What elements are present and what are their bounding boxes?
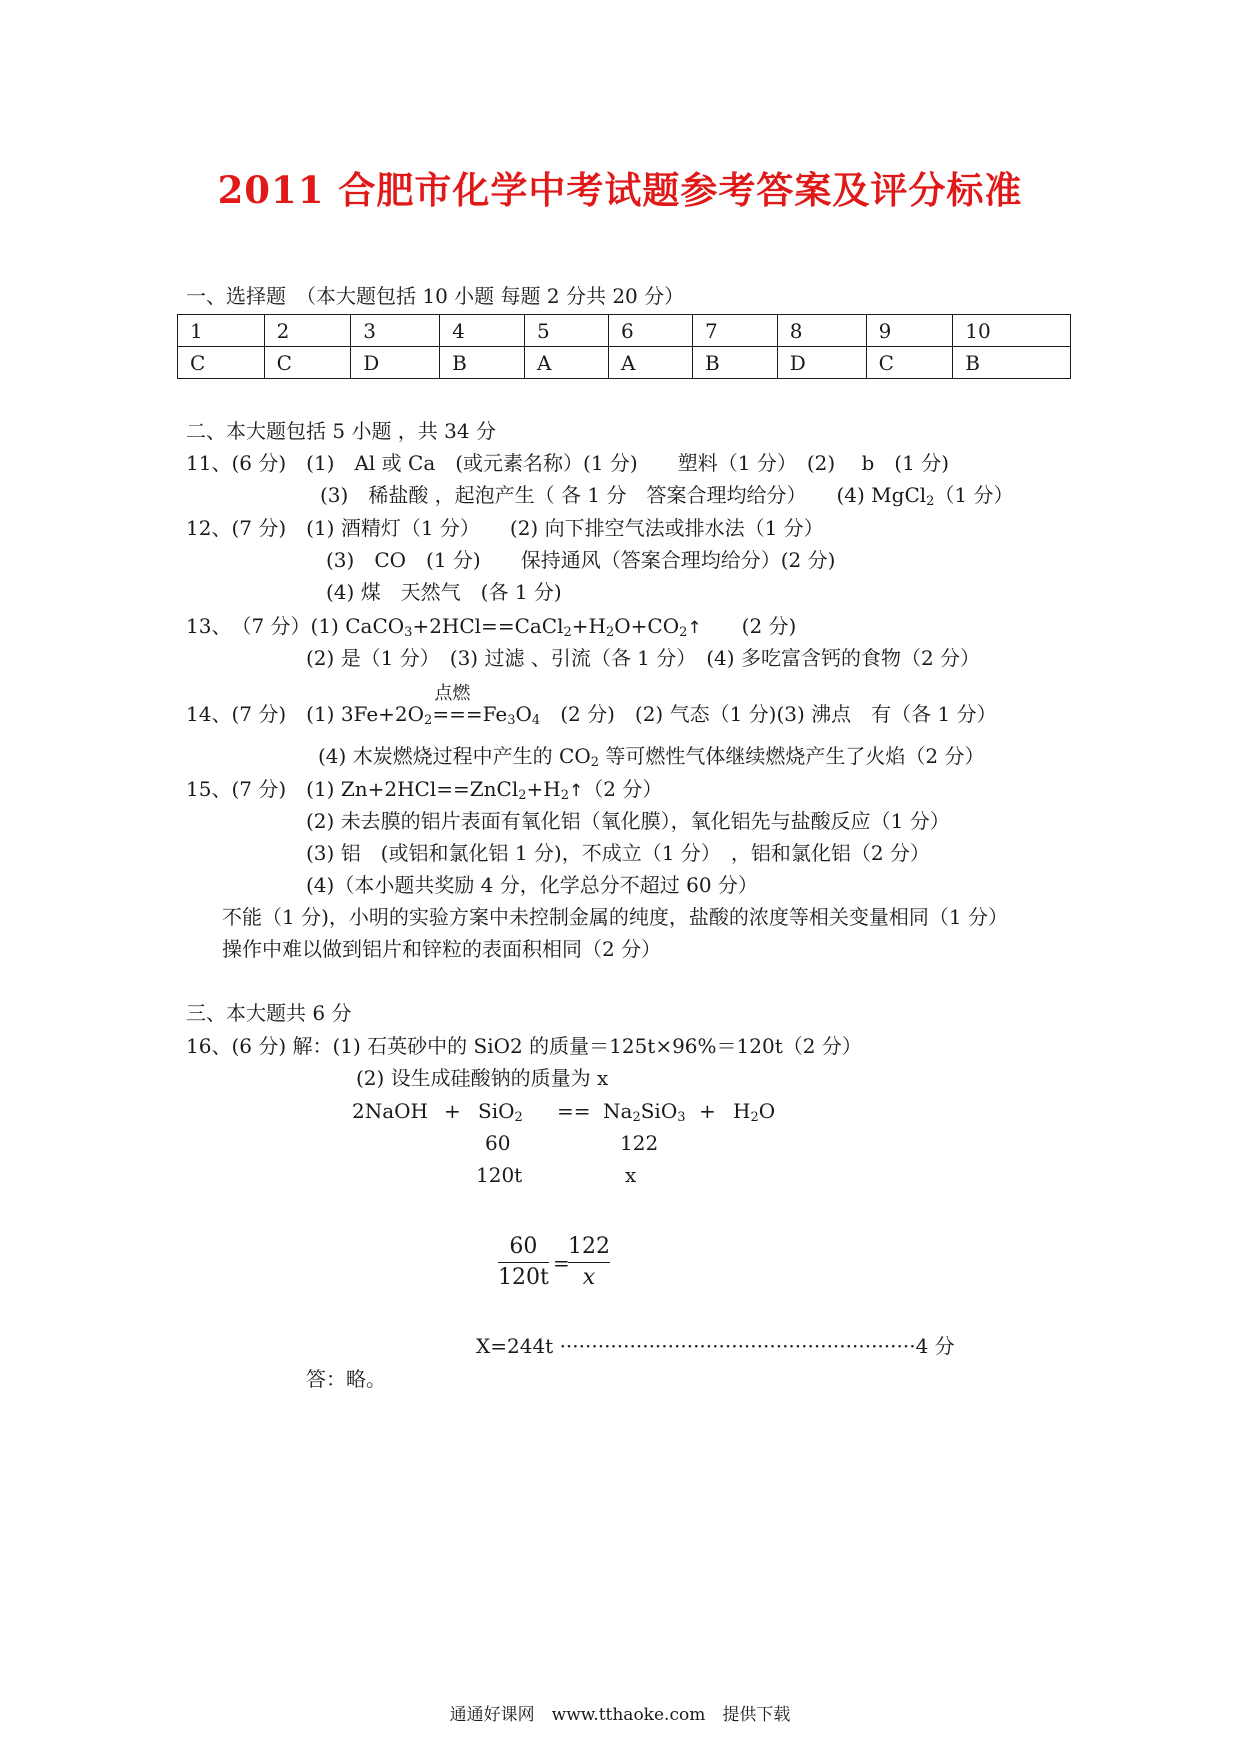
subscript: 2 (514, 1110, 523, 1125)
table-cell: 7 (692, 315, 777, 347)
table-cell: A (524, 347, 608, 379)
subscript: 3 (404, 625, 413, 640)
q12-line2: (3) CO (1 分) 保持通风（答案合理均给分）(2 分) (326, 548, 836, 572)
subscript: 2 (563, 625, 572, 640)
q11-line1: 11、(6 分) (1) Al 或 Ca (或元素名称）(1 分) 塑料（1 分） (2) b (1 分) (186, 451, 949, 475)
subscript: 2 (632, 1110, 641, 1125)
table-cell: A (608, 347, 692, 379)
subscript: 2 (750, 1110, 759, 1125)
text-span: +H (571, 614, 606, 638)
q15-line2: (2) 未去膜的铝片表面有氧化铝（氧化膜），氧化铝先与盐酸反应（1 分） (306, 809, 950, 833)
table-cell: 10 (953, 315, 1071, 347)
subscript: 2 (606, 625, 615, 640)
text-span: O (515, 702, 532, 726)
fraction-numerator: 60 (509, 1234, 538, 1259)
q13-line2: (2) 是（1 分） (3) 过滤 、引流（各 1 分） (4) 多吃富含钙的食物（2 分） (306, 646, 981, 670)
fraction-left (498, 1232, 549, 1293)
text-span: (3) 稀盐酸 ，起泡产生（ 各 1 分 答案合理均给分） (4) MgCl (320, 483, 927, 507)
text-span: 等可燃性气体继续燃烧产生了火焰（2 分） (599, 744, 985, 768)
subscript: 2 (926, 494, 935, 509)
subscript: 4 (531, 713, 541, 728)
text-span: 13、 （7 分）(1) CaCO (186, 614, 405, 638)
table-cell: 8 (777, 315, 866, 347)
page-title: 2011 合肥市化学中考试题参考答案及评分标准 (217, 168, 1023, 212)
text-span: Na (603, 1099, 633, 1123)
equation-naoh: 2NaOH (352, 1099, 428, 1123)
answer-table-answers-row (178, 347, 1071, 379)
fraction-right (568, 1232, 610, 1293)
text-span: (4) 木炭燃烧过程中产生的 CO (318, 744, 591, 768)
text-span: (2 分) (2) 气态（1 分)(3) 沸点 有（各 1 分） (540, 702, 997, 726)
text-span: 15、(7 分) (1) Zn+2HCl==ZnCl (186, 777, 519, 801)
molar-mass-na2sio3: 122 (620, 1131, 659, 1155)
table-cell: 1 (178, 315, 265, 347)
section1-heading: 一、选择题 （本大题包括 10 小题 每题 2 分共 20 分） (186, 284, 685, 308)
subscript: 2 (560, 788, 569, 803)
q16-line2: (2) 设生成硅酸钠的质量为 x (356, 1066, 609, 1090)
subscript: 3 (507, 713, 516, 728)
equals-sign: === (432, 702, 483, 726)
table-cell: B (692, 347, 777, 379)
table-cell: C (264, 347, 351, 379)
section2-heading: 二、本大题包括 5 小题 ，共 34 分 (186, 419, 496, 443)
q15-line6: 操作中难以做到铝片和锌粒的表面积相同（2 分） (222, 937, 662, 961)
text-span: （1 分） (934, 483, 1014, 507)
equation-plus: + (699, 1099, 716, 1123)
q14-line1 (186, 683, 997, 728)
equation-sio2 (478, 1098, 523, 1124)
q15-line5: 不能（1 分)，小明的实验方案中未控制金属的纯度，盐酸的浓度等相关变量相同（1 分） (222, 905, 1008, 929)
text-span: O (758, 1099, 776, 1123)
q12-line1: 12、(7 分) (1) 酒精灯（1 分） (2) 向下排空气法或排水法（1 分） (186, 516, 824, 540)
up-arrow-icon: ↑ (568, 781, 584, 801)
q16-line1: 16、(6 分) 解：(1) 石英砂中的 SiO2 的质量＝125t×96%＝120t（2 分） (186, 1034, 862, 1058)
equation-na2sio3 (603, 1098, 686, 1124)
q13-line1 (186, 613, 796, 641)
condition-label: 点燃 (434, 683, 471, 704)
footer: 通通好课网 www.tthaoke.com 提供下载 (449, 1705, 791, 1725)
table-cell: D (351, 347, 440, 379)
q15-line3: (3) 铝 (或铝和氯化铝 1 分)，不成立（1 分） ，铝和氯化铝（2 分） (306, 841, 930, 865)
text-span: SiO (640, 1099, 678, 1123)
table-cell: C (866, 347, 953, 379)
text-span: (2 分) (701, 614, 797, 638)
q12-line3: (4) 煤 天然气 (各 1 分) (326, 580, 562, 604)
fraction-numerator: 122 (568, 1234, 610, 1259)
equation-equals: == (557, 1099, 591, 1123)
q15-line4: (4)（本小题共奖励 4 分，化学总分不超过 60 分） (306, 873, 758, 897)
table-cell: 3 (351, 315, 440, 347)
text-span: SiO (478, 1099, 515, 1123)
fraction-denominator: x (582, 1265, 596, 1290)
up-arrow-icon: ↑ (687, 618, 702, 638)
answer-line: 答：略。 (306, 1367, 386, 1391)
fraction-equals: = (553, 1251, 570, 1275)
text-span: +H (526, 777, 561, 801)
text-span: O+CO (614, 614, 680, 638)
text-span: +2HCl==CaCl (412, 614, 564, 638)
subscript: 3 (677, 1110, 686, 1125)
table-cell: 9 (866, 315, 953, 347)
text-span: H (733, 1099, 751, 1123)
section3-heading: 三、本大题共 6 分 (186, 1001, 352, 1025)
equation-plus: + (444, 1099, 461, 1123)
calculation-result: X=244t ························································4 分 (476, 1334, 955, 1358)
answer-table-numbers-row (178, 315, 1071, 347)
table-cell: 2 (264, 315, 351, 347)
table-cell: C (178, 347, 265, 379)
subscript: 2 (518, 788, 527, 803)
table-cell: 5 (524, 315, 608, 347)
table-cell: 4 (440, 315, 525, 347)
table-cell: B (953, 347, 1071, 379)
q11-line2 (320, 482, 1014, 508)
text-span: 14、(7 分) (1) 3Fe+2O (186, 702, 425, 726)
text-span: Fe (482, 702, 508, 726)
table-cell: B (440, 347, 525, 379)
subscript: 2 (590, 755, 600, 770)
subscript: 2 (424, 713, 433, 728)
equation-h2o (733, 1098, 775, 1124)
answer-table (177, 314, 1071, 379)
reaction-condition (432, 683, 483, 727)
table-cell: 6 (608, 315, 692, 347)
molar-mass-sio2: 60 (485, 1131, 511, 1155)
q14-line2 (318, 743, 984, 769)
text-span: （2 分） (583, 777, 663, 801)
q15-line1 (186, 776, 662, 804)
table-cell: D (777, 347, 866, 379)
unknown-mass: x (625, 1163, 637, 1187)
fraction-denominator: 120t (498, 1265, 549, 1290)
given-mass: 120t (476, 1163, 523, 1187)
subscript: 2 (679, 625, 688, 640)
